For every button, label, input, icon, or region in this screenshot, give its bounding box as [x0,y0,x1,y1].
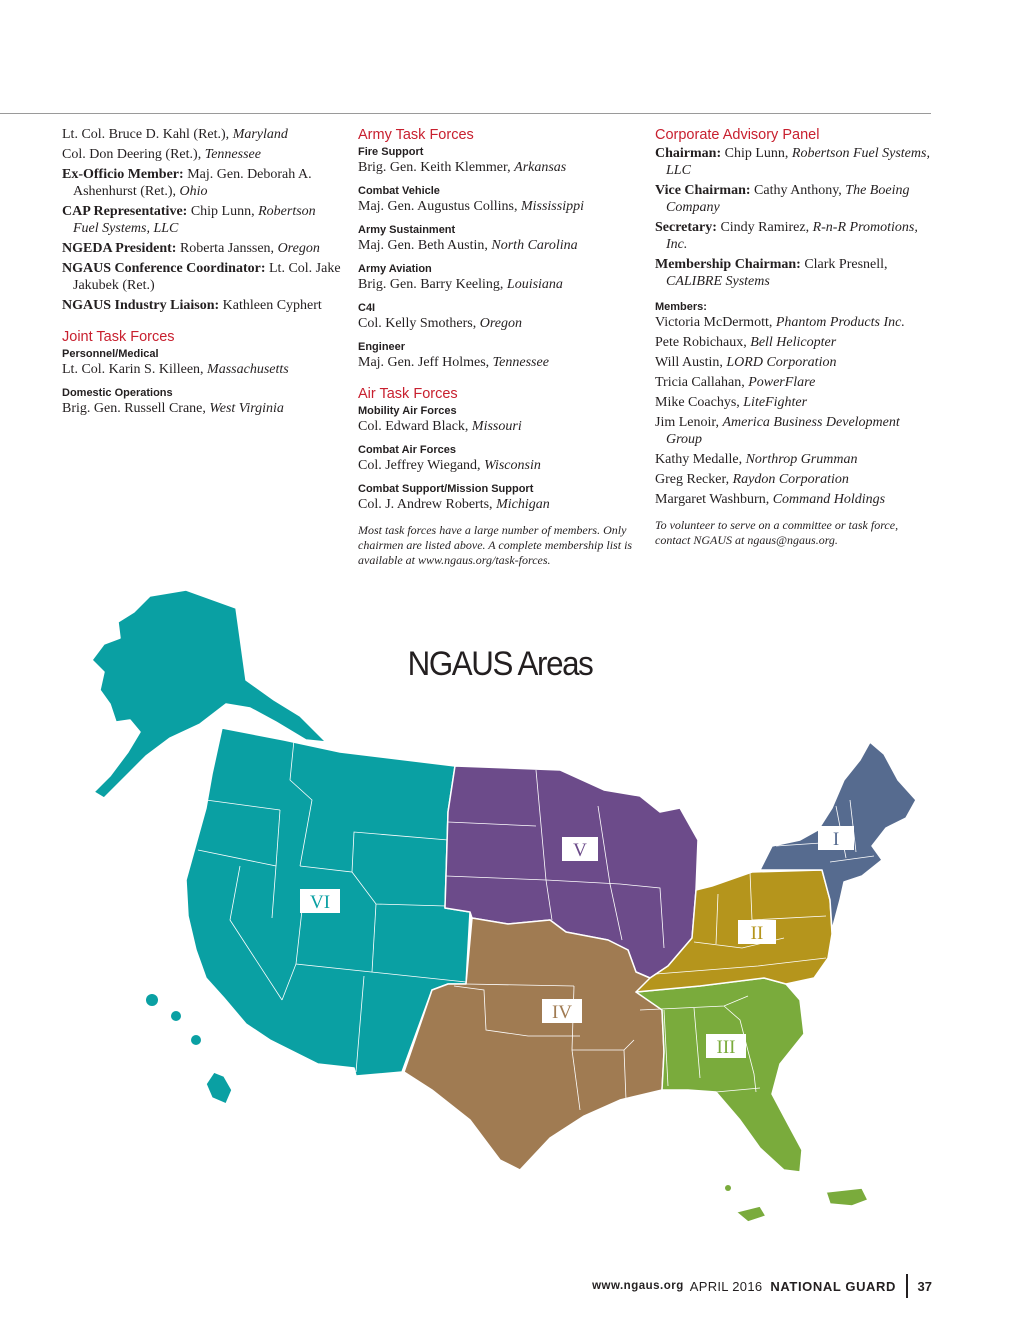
line-text: Chip Lunn, [187,204,259,219]
chair-name: Maj. Gen. Jeff Holmes, [358,355,493,370]
line-italic: Ohio [179,184,208,199]
committee-line [62,260,342,294]
line-italic: Maryland [232,127,288,142]
column-right [655,126,935,548]
task-force-chair [358,457,638,474]
committee-line [62,203,342,237]
line-text: Chip Lunn, [721,146,792,161]
chair-state: Wisconsin [484,458,541,473]
task-force-chair [358,159,638,176]
committee-line [62,126,342,143]
member-company: Command Holdings [772,492,886,507]
army-task-forces-heading: Army Task Forces [358,127,474,143]
line-bold-label: NGAUS Industry Liaison: [62,298,220,313]
member-name: Greg Recker, [655,472,733,487]
line-bold-label: NGEDA President: [62,241,177,256]
line-italic: R-n-R Promotions, Inc. [666,220,918,252]
chair-state: Oregon [479,316,522,331]
chair-state: West Virginia [209,401,284,416]
top-rule [0,113,931,114]
line-italic: Robertson Fuel Systems, LLC [666,146,930,178]
task-force-subheading: C4I [358,302,376,314]
panel-member-line [655,414,935,448]
member-name: Pete Robichaux, [655,335,751,350]
line-italic: The Boeing Company [666,183,910,215]
chair-state: Michigan [496,497,550,512]
member-company: PowerFlare [748,375,816,390]
member-name: Will Austin, [655,355,727,370]
svg-text:II: II [750,923,764,944]
member-name: Victoria McDermott, [655,315,776,330]
hawaii-island-2 [171,1011,181,1021]
task-force-chair [358,237,638,254]
panel-member-line [655,374,935,391]
line-text: Kathleen Cyphert [219,298,322,313]
member-name: Tricia Callahan, [655,375,749,390]
svg-text:IV: IV [551,1002,573,1023]
area-vi-label [300,889,340,913]
committee-line [62,297,342,314]
footer-date: APRIL 2016 [689,1278,763,1294]
committee-list [62,126,342,314]
chair-name: Col. Jeffrey Wiegand, [358,458,485,473]
hawaii-island-3 [191,1035,201,1045]
area-iii-label [706,1034,746,1058]
line-text: Maj. Gen. Deborah A. Ashenhurst (Ret.), [73,167,312,199]
panel-member-line [655,471,935,488]
member-company: Raydon Corporation [732,472,849,487]
chair-name: Col. Edward Black, [358,419,472,434]
task-force-chair [62,400,342,417]
air-task-forces-heading: Air Task Forces [358,386,458,402]
line-italic: Robertson Fuel Systems, LLC [73,204,316,236]
svg-text:VI: VI [309,892,331,913]
area-ii-label [738,920,776,944]
page-footer [592,1274,932,1298]
task-force-chair [358,354,638,371]
task-force-subheading: Domestic Operations [62,387,173,399]
panel-member-line [655,451,935,468]
usvi-shape [736,1206,766,1222]
line-bold-label: Membership Chairman: [655,257,801,272]
task-force-subheading: Combat Support/Mission Support [358,483,534,495]
panel-member-line [655,491,935,508]
hawaii-island-1 [146,994,158,1006]
member-name: Kathy Medalle, [655,452,746,467]
line-text: Clark Presnell, [800,257,888,272]
usvi-island [725,1185,731,1191]
svg-text:V: V [573,840,587,861]
member-company: LiteFighter [743,395,808,410]
panel-officer-line [655,256,935,290]
task-force-subheading: Fire Support [358,146,424,158]
panel-officer-line [655,219,935,253]
member-company: Phantom Products Inc. [775,315,905,330]
task-force-subheading: Army Sustainment [358,224,456,236]
volunteer-note: To volunteer to serve on a committee or task force, contact NGAUS at ngaus@ngaus.org. [655,518,899,547]
panel-member-line [655,394,935,411]
member-name: Margaret Washburn, [655,492,773,507]
chair-name: Col. J. Andrew Roberts, [358,497,497,512]
line-italic: Oregon [277,241,320,256]
panel-members-list [655,314,935,508]
chair-state: Arkansas [514,160,567,175]
task-force-subheading: Mobility Air Forces [358,405,457,417]
committee-line [62,240,342,257]
member-company: America Business Development Group [666,415,900,447]
member-company: Bell Helicopter [750,335,837,350]
column-middle [358,126,638,568]
line-bold-label: Vice Chairman: [655,183,751,198]
task-force-chair [62,361,342,378]
line-text: Cindy Ramirez, [716,220,813,235]
members-label: Members: [655,301,707,313]
hawaii-shape [206,1072,232,1104]
committee-line [62,146,342,163]
area-iv-label [542,999,582,1023]
chair-name: Brig. Gen. Barry Keeling, [358,277,507,292]
map-title: NGAUS Areas [407,645,593,683]
line-italic: Tennessee [204,147,261,162]
line-bold-label: Chairman: [655,146,722,161]
column-left [62,126,342,420]
chair-name: Col. Kelly Smothers, [358,316,480,331]
page-number: 37 [917,1278,932,1294]
task-force-subheading: Army Aviation [358,263,432,275]
chair-state: Mississippi [520,199,584,214]
air-task-forces-list [358,404,638,513]
panel-member-line [655,334,935,351]
committee-line [62,166,342,200]
line-bold-label: Ex-Officio Member: [62,167,184,182]
footer-magazine: NATIONAL GUARD [770,1278,897,1294]
task-force-chair [358,418,638,435]
line-text: Col. Don Deering (Ret.), [62,147,205,162]
task-force-chair [358,198,638,215]
corporate-advisory-panel-heading: Corporate Advisory Panel [655,127,820,143]
member-name: Mike Coachys, [655,395,744,410]
task-force-subheading: Engineer [358,341,406,353]
task-force-subheading: Combat Air Forces [358,444,457,456]
chair-state: North Carolina [491,238,578,253]
chair-state: Tennessee [492,355,549,370]
line-bold-label: NGAUS Conference Coordinator: [62,261,266,276]
line-bold-label: Secretary: [655,220,717,235]
line-italic: CALIBRE Systems [666,274,770,289]
panel-officers-list [655,145,935,290]
footer-divider [906,1274,908,1298]
line-text: Lt. Col. Bruce D. Kahl (Ret.), [62,127,233,142]
panel-officer-line [655,145,935,179]
chair-name: Maj. Gen. Augustus Collins, [358,199,521,214]
line-text: Roberta Janssen, [176,241,278,256]
panel-member-line [655,354,935,371]
army-task-forces-list [358,145,638,371]
chair-name: Maj. Gen. Beth Austin, [358,238,492,253]
svg-text:III: III [716,1037,736,1058]
task-force-chair [358,496,638,513]
chair-name: Lt. Col. Karin S. Killeen, [62,362,208,377]
task-force-subheading: Combat Vehicle [358,185,440,197]
task-force-subheading: Personnel/Medical [62,348,159,360]
chair-name: Brig. Gen. Russell Crane, [62,401,210,416]
line-text: Lt. Col. Jake Jakubek (Ret.) [73,261,341,293]
task-force-chair [358,315,638,332]
panel-member-line [655,314,935,331]
task-force-note: Most task forces have a large number of members. Only chairmen are listed above. A complete membership list is available at www.ngaus.org/task-forces. [358,523,633,567]
joint-task-forces-list [62,347,342,417]
chair-name: Brig. Gen. Keith Klemmer, [358,160,515,175]
area-i-label [818,826,854,850]
task-force-chair [358,276,638,293]
line-text: Cathy Anthony, [750,183,846,198]
joint-task-forces-heading: Joint Task Forces [62,329,175,345]
svg-text:I: I [832,829,840,850]
puerto-rico-shape [826,1188,868,1206]
member-name: Jim Lenoir, [655,415,723,430]
chair-state: Louisiana [506,277,563,292]
panel-officer-line [655,182,935,216]
chair-state: Missouri [471,419,522,434]
footer-website[interactable]: www.ngaus.org [592,1280,684,1292]
line-bold-label: CAP Representative: [62,204,188,219]
member-company: Northrop Grumman [745,452,858,467]
chair-state: Massachusetts [207,362,289,377]
area-v-label [562,837,598,861]
member-company: LORD Corporation [726,355,837,370]
